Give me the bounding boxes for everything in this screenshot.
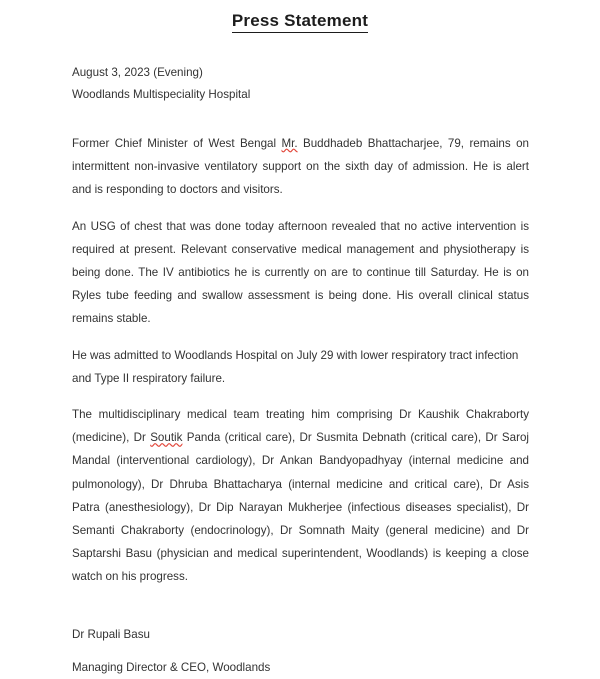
spacer [72,202,529,215]
text-run: Panda (critical care), Dr Susmita Debnath (critical care), Dr Saroj Mandal (interventional cardiology), Dr Ankan Bandyopadhyay (internal medicine and pulmonology), Dr Dhruba Bhattacharya (internal medicine and critical care), Dr Asis Patra (anesthesiology), Dr Dip Narayan Mukherjee (infectious diseases specialist), Dr Semanti Chakraborty (endocrinology), Dr Somnath Maity (general medicine) and Dr Saptarshi Basu (physician and medical superintendent, Woodlands) is keeping a close watch on his progress. [72,431,529,584]
paragraph-3 [72,344,529,390]
text-run: He was admitted to Woodlands Hospital on July 29 with lower respiratory tract infection and Type II respiratory failure. [72,348,519,385]
page-title-text: Press Statement [232,11,368,33]
text-run: Former Chief Minister of West Bengal [72,137,282,150]
paragraph-list [72,132,529,589]
statement-date: August 3, 2023 (Evening) [72,66,203,79]
signatory-designation: Managing Director & CEO, Woodlands [72,660,271,674]
spacer [72,589,529,623]
spacer [72,331,529,344]
text-run: The multidisciplinary medical team treating him comprising Dr Kaushik Chakraborty (medicine), Dr [72,408,529,445]
signatory-name: Dr Rupali Basu [72,627,150,641]
paragraph-4 [72,403,529,589]
spacer [72,390,529,403]
text-run: Buddhadeb Bhattacharjee, 79, remains on intermittent non-invasive ventilatory support on the sixth day of admission. He is alert and is responding to doctors and visitors. [72,137,529,197]
document-body [72,62,529,679]
spacer [72,106,529,132]
paragraph-2 [72,215,529,331]
misspelled-word: Mr. [281,137,298,150]
paragraph-1 [72,132,529,202]
misspelled-word: Soutik [150,431,183,445]
text-run: An USG of chest that was done today afternoon revealed that no active intervention is required at present. Relevant conservative medical management and physiotherapy is being done. The IV antibiotics he is currently on are to continue till Saturday. He is on Ryles tube feeding and swallow assessment is being done. His overall clinical status remains stable. [72,219,529,326]
statement-organization: Woodlands Multispeciality Hospital [72,88,251,101]
spacer [72,646,529,656]
page-title [0,0,600,31]
